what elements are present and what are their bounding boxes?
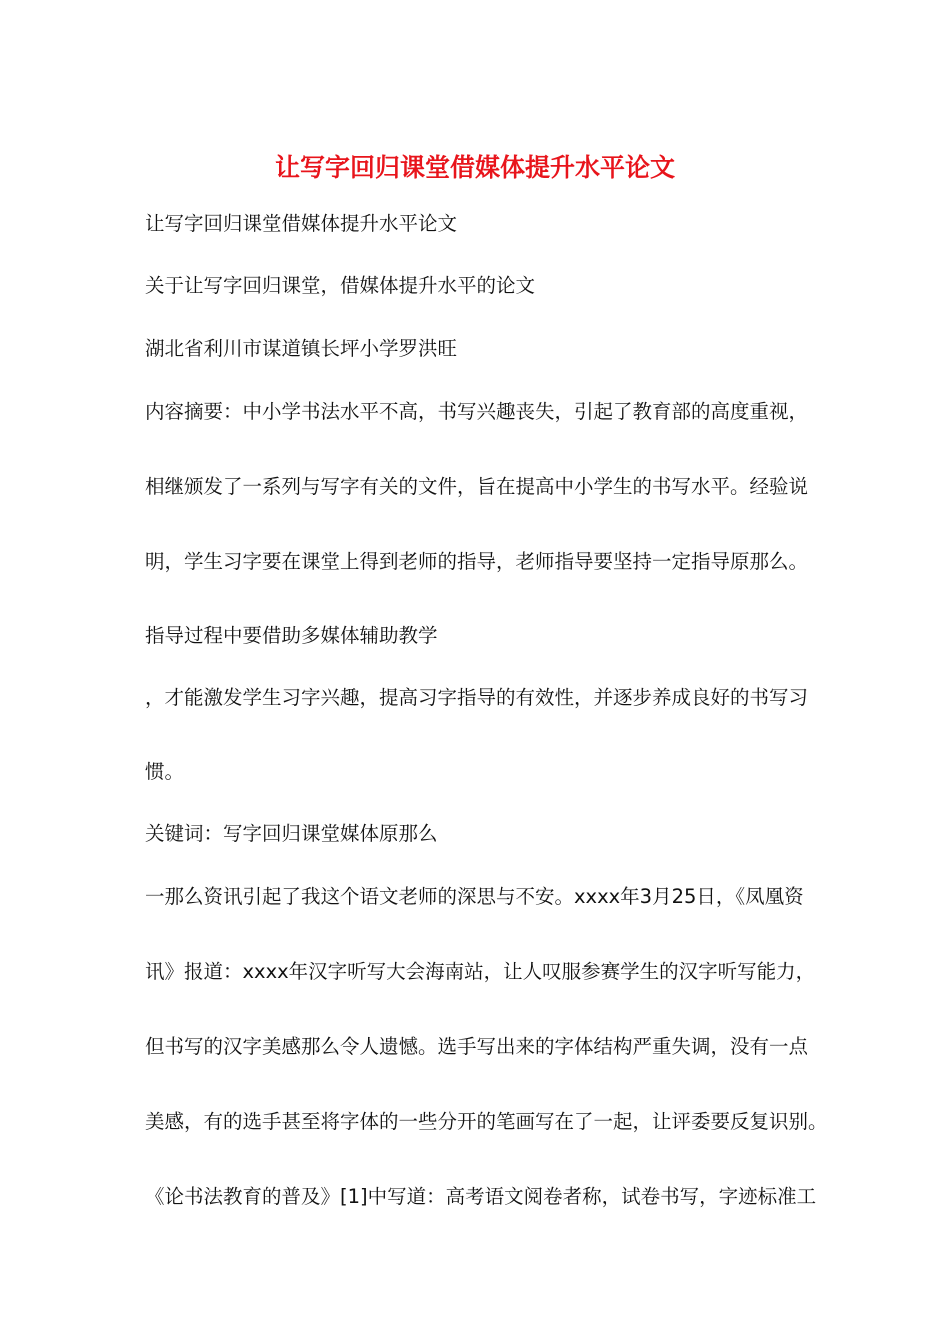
abstract-line: 内容摘要：中小学书法水平不高，书写兴趣丧失，引起了教育部的高度重视， bbox=[145, 400, 809, 423]
keywords-line: 关键词：写字回归课堂媒体原那么 bbox=[145, 822, 438, 845]
body-line: 《论书法教育的普及》[1]中写道：高考语文阅卷者称，试卷书写，字迹标准工 bbox=[145, 1185, 817, 1208]
body-line: 美感，有的选手甚至将字体的一些分开的笔画写在了一起，让评委要反复识别。 bbox=[145, 1110, 828, 1133]
body-line: 但书写的汉字美感那么令人遗憾。选手写出来的字体结构严重失调，没有一点 bbox=[145, 1035, 809, 1058]
author-line: 湖北省利川市谋道镇长坪小学罗洪旺 bbox=[145, 337, 458, 360]
abstract-line: ，才能激发学生习字兴趣，提高习字指导的有效性，并逐步养成良好的书写习 bbox=[145, 686, 809, 709]
abstract-line: 惯。 bbox=[145, 760, 185, 783]
document-title: 让写字回归课堂借媒体提升水平论文 bbox=[274, 153, 675, 182]
body-line: 讯》报道：xxxx年汉字听写大会海南站，让人叹服参赛学生的汉字听写能力， bbox=[145, 960, 816, 983]
body-line: 一那么资讯引起了我这个语文老师的深思与不安。xxxx年3月25日，《凤凰资 bbox=[145, 885, 804, 908]
abstract-line: 相继颁发了一系列与写字有关的文件，旨在提高中小学生的书写水平。经验说 bbox=[145, 475, 809, 498]
paper-heading-line: 关于让写字回归课堂，借媒体提升水平的论文 bbox=[145, 274, 536, 297]
abstract-line: 明，学生习字要在课堂上得到老师的指导，老师指导要坚持一定指导原那么。 bbox=[145, 550, 809, 573]
abstract-line: 指导过程中要借助多媒体辅助教学 bbox=[145, 624, 438, 647]
subtitle-line: 让写字回归课堂借媒体提升水平论文 bbox=[145, 212, 458, 235]
